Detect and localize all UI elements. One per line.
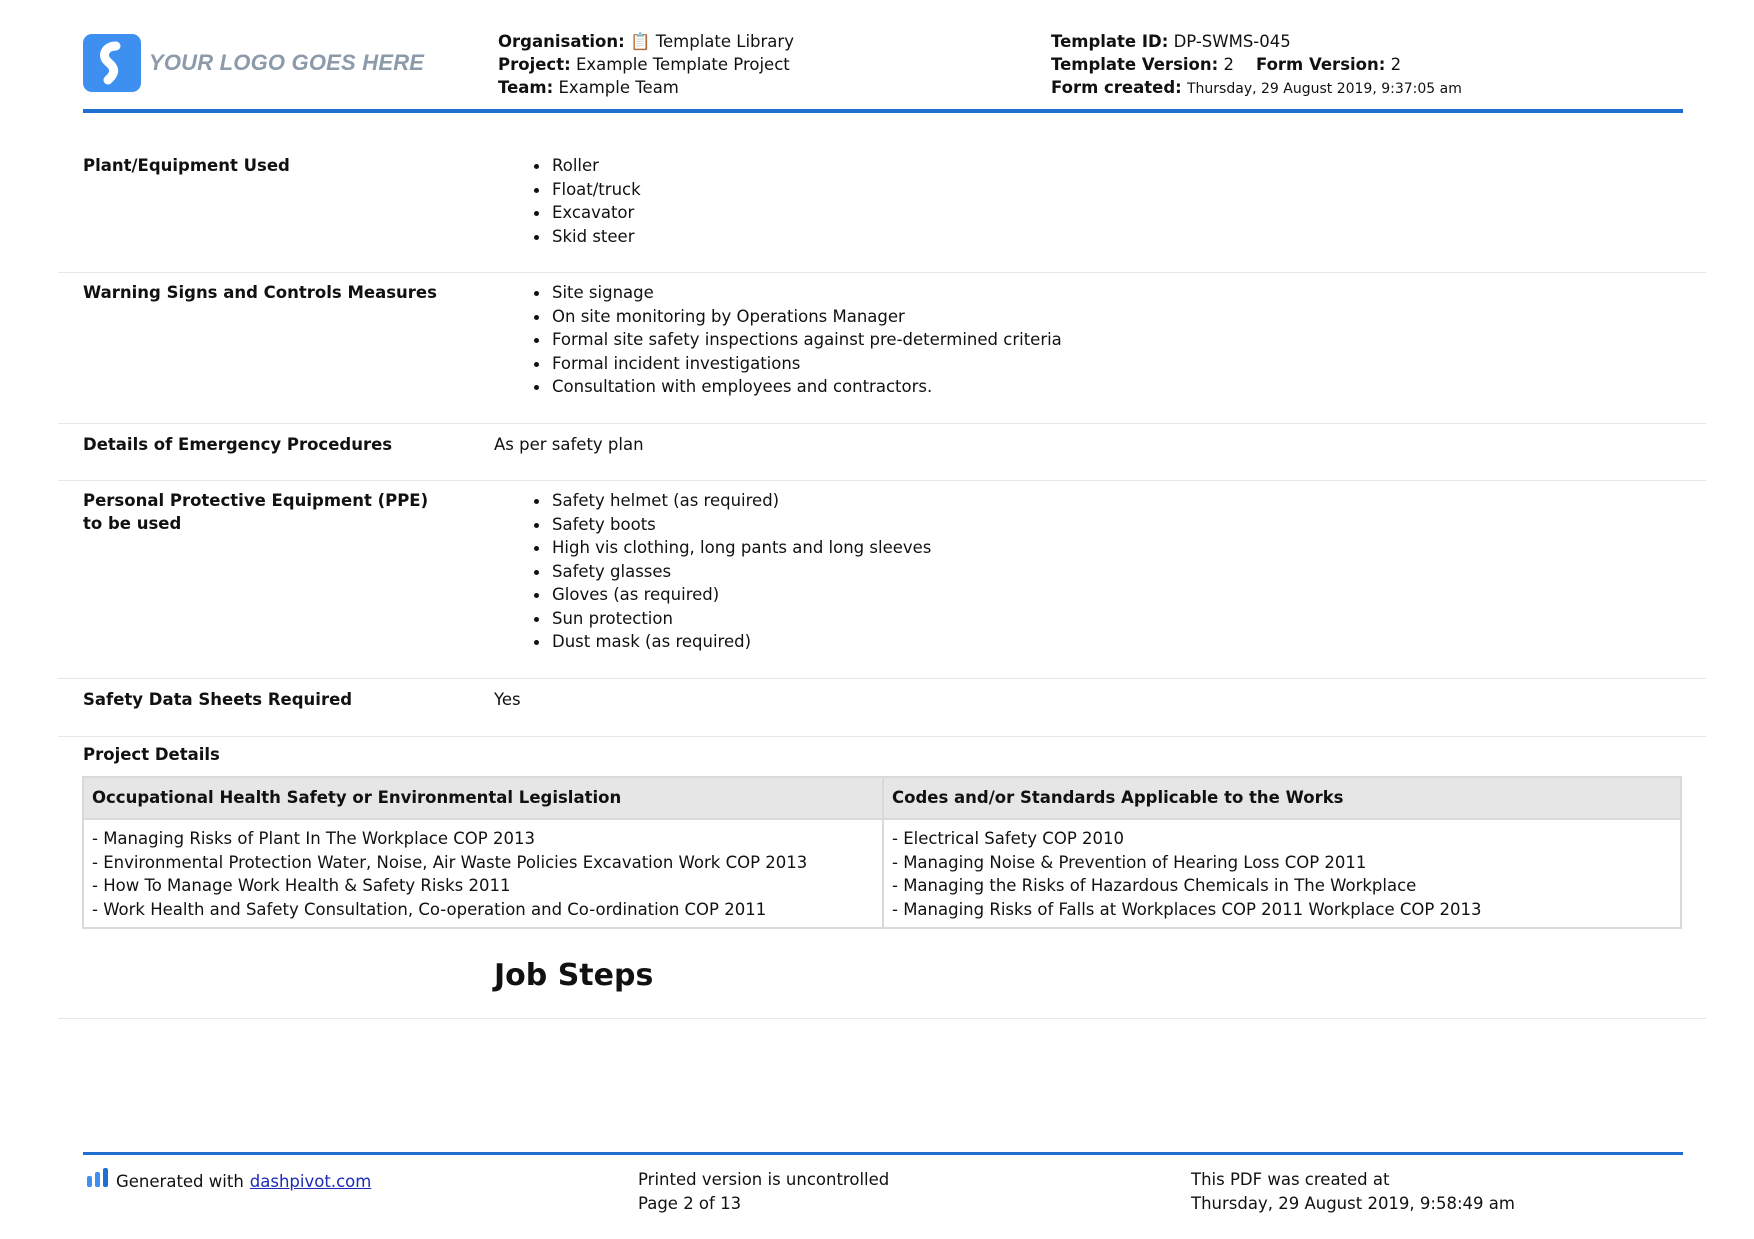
section-ppe (58, 489, 1706, 679)
plant-list (530, 154, 641, 248)
list-item: Consultation with employees and contractors. (530, 375, 1062, 399)
list-item: Safety boots (530, 513, 931, 537)
organisation-label: Organisation: (498, 32, 625, 51)
ppe-label-line2: to be used (83, 514, 182, 533)
list-item: Safety glasses (530, 560, 931, 584)
job-steps-heading: Job Steps (494, 958, 654, 993)
legislation-cell (92, 827, 807, 921)
section-label: Plant/Equipment Used (83, 156, 290, 175)
section-emergency-procedures (58, 433, 1706, 481)
list-item: Float/truck (530, 178, 641, 202)
column-divider (882, 778, 884, 927)
job-steps-divider (58, 1018, 1706, 1019)
template-version-value: 2 (1223, 55, 1234, 74)
section-plant-equipment (58, 154, 1706, 273)
organisation-value: 📋 Template Library (629, 32, 794, 51)
form-version-label: Form Version: (1255, 55, 1386, 74)
list-item: Roller (530, 154, 641, 178)
dashpivot-icon (86, 1168, 110, 1195)
template-id-value: DP-SWMS-045 (1173, 32, 1291, 51)
table-line: - How To Manage Work Health & Safety Risks 2011 (92, 876, 511, 895)
footer-created-info (1191, 1168, 1515, 1216)
ppe-list (530, 489, 931, 654)
section-label: Warning Signs and Controls Measures (83, 283, 437, 302)
page-header (83, 28, 1683, 110)
section-label: Details of Emergency Procedures (83, 435, 393, 454)
warning-list (530, 281, 1062, 399)
org-info (498, 30, 794, 99)
project-label: Project: (498, 55, 571, 74)
template-id-label: Template ID: (1051, 32, 1169, 51)
header-divider (83, 109, 1683, 113)
created-label: This PDF was created at (1191, 1170, 1390, 1189)
section-value: Yes (494, 690, 521, 709)
table-line: - Environmental Protection Water, Noise, Air Waste Policies Excavation Work COP 2013 (92, 852, 808, 872)
section-label: Safety Data Sheets Required (83, 690, 353, 709)
team-label: Team: (498, 78, 554, 97)
list-item: Safety helmet (as required) (530, 489, 931, 513)
table-line: - Managing Risks of Plant In The Workplace COP 2013 (92, 829, 535, 848)
form-created-label: Form created: (1051, 78, 1182, 97)
printed-notice: Printed version is uncontrolled (638, 1170, 890, 1189)
list-item: Formal site safety inspections against pre-determined criteria (530, 328, 1062, 352)
codes-cell (892, 827, 1482, 921)
section-value: As per safety plan (494, 435, 644, 454)
list-item: On site monitoring by Operations Manager (530, 305, 1062, 329)
table-line: - Electrical Safety COP 2010 (892, 829, 1124, 848)
list-item: Excavator (530, 201, 641, 225)
table-line: - Managing the Risks of Hazardous Chemicals in The Workplace (892, 876, 1417, 895)
logo-icon (83, 34, 141, 92)
column-header-codes: Codes and/or Standards Applicable to the Works (892, 788, 1344, 807)
created-timestamp: Thursday, 29 August 2019, 9:58:49 am (1191, 1194, 1515, 1213)
section-label (83, 489, 443, 535)
list-item: Formal incident investigations (530, 352, 1062, 376)
footer-print-info (638, 1168, 889, 1216)
list-item: Dust mask (as required) (530, 630, 931, 654)
dashpivot-link[interactable]: dashpivot.com (249, 1171, 372, 1191)
table-line: - Managing Noise & Prevention of Hearing Loss COP 2011 (892, 852, 1367, 872)
project-details-table (82, 776, 1682, 929)
team-value: Example Team (558, 78, 679, 97)
logo-text: YOUR LOGO GOES HERE (149, 50, 425, 75)
form-version-value: 2 (1390, 55, 1402, 74)
table-line: - Managing Risks of Falls at Workplaces COP 2011 Workplace COP 2013 (892, 899, 1482, 919)
page-number: Page 2 of 13 (638, 1194, 742, 1213)
table-line: - Work Health and Safety Consultation, Co-operation and Co-ordination COP 2011 (92, 899, 767, 919)
project-value: Example Template Project (575, 55, 790, 74)
column-header-legislation: Occupational Health Safety or Environmental Legislation (92, 788, 622, 807)
footer-divider (83, 1152, 1683, 1155)
company-logo (83, 34, 424, 92)
section-warning-signs (58, 281, 1706, 424)
template-info (1051, 30, 1462, 101)
list-item: Gloves (as required) (530, 583, 931, 607)
section-safety-data-sheets (58, 688, 1706, 737)
generated-prefix: Generated with (116, 1171, 244, 1191)
project-details-title: Project Details (83, 745, 220, 764)
list-item: Sun protection (530, 607, 931, 631)
list-item: Site signage (530, 281, 1062, 305)
ppe-label-line1: Personal Protective Equipment (PPE) (83, 491, 429, 510)
form-created-value: Thursday, 29 August 2019, 9:37:05 am (1187, 81, 1462, 97)
list-item: Skid steer (530, 225, 641, 249)
template-version-label: Template Version: (1051, 55, 1219, 74)
footer-generated (86, 1168, 371, 1195)
list-item: High vis clothing, long pants and long sleeves (530, 536, 931, 560)
